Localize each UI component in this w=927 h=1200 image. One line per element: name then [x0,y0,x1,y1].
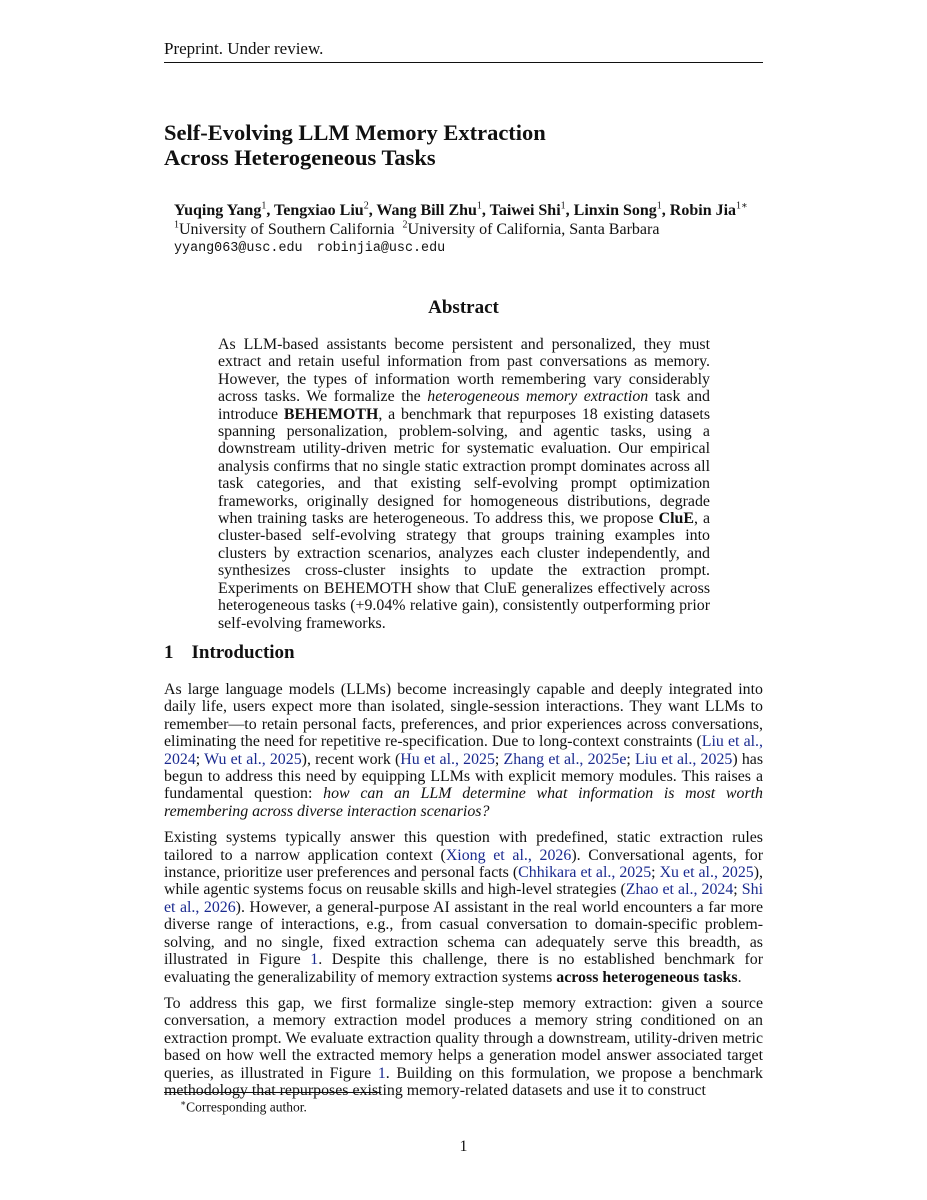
email-list [174,239,774,258]
citation-link[interactable]: Shi et al., 2026 [164,881,763,916]
author-email: yyang063@usc.edu [174,241,303,256]
text-run: ). Conversational agents, for instance, prioritize user preferences and personal facts ( [164,846,764,882]
introduction-body [164,681,763,1108]
author-name: Taiwei Shi [489,202,561,219]
paragraph [164,681,763,820]
author-name: Linxin Song [573,202,657,219]
citation-link[interactable]: Liu et al., 2025 [635,750,733,768]
affiliation-mark: 1∗ [736,200,748,212]
affiliation-mark: 2 [363,200,369,212]
emphasis-text: heterogeneous memory extraction [427,388,649,406]
citation-link[interactable]: Xu et al., 2025 [659,864,754,882]
text-run: task and introduce [218,388,710,423]
author-list: Yuqing Yang$^1$, Tengxiao Liu$^2$, Wang Bill Zhu$^1$, Taiwei Shi$^1$, Linxin Song$^1$, Robin Jia$^{1∗}$ [174,200,748,219]
bold-text: across heterogeneous tasks [556,968,738,986]
running-header: Preprint. Under review. [164,39,324,58]
affiliation-mark: 1 [560,200,566,212]
text-run: , a cluster-based self-evolving strategy that groups training examples into clusters by extraction scenarios, analyzes each cluster independently, and synthesizes cross-cluster insights to update the extraction prompt. Experiments on BEHEMOTH show that CluE generalizes effectively across heterogeneous tasks (+9.04% relative gain), consistently outperforming prior self-evolving frameworks. [218,510,710,632]
text-run: . Building on this formulation, we propose a benchmark methodology that repurposes existing memory-related datasets and use it to construct [164,1064,763,1099]
citation-link[interactable]: Wu et al., 2025 [204,750,302,768]
text-run: As LLM-based assistants become persistent and personalized, they must extract and retain useful information from past conversations as memory. However, the types of information worth remembering vary considerably across tasks. We formalize the [218,336,710,406]
text-run: , a benchmark that repurposes 18 existing datasets spanning personalization, problem-solving, and agentic tasks, using a downstream utility-driven metric for systematic evaluation. Our empirical analysis confirms that no single static extraction prompt dominates across all task categories, and that existing self-evolving prompt optimization frameworks, originally designed for homogeneous distributions, degrade when training tasks are heterogeneous. To address this, we propose [218,405,711,528]
bold-text: CluE [658,510,694,528]
citation-link[interactable]: Liu et al., 2024 [164,733,763,768]
affiliation-mark: 1 [174,219,179,231]
footnote [180,1095,740,1116]
citation-link[interactable]: Zhao et al., 2024 [625,881,734,899]
author-name: Wang Bill Zhu [376,202,477,219]
author-name: Yuqing Yang [174,202,262,219]
abstract-heading: Abstract [428,297,499,318]
text-run: As large language models (LLMs) become increasingly capable and deeply integrated into daily life, users expect more than isolated, single-session interactions. They want LLMs to remember—to retain personal facts, preferences, and prior experiences across conversations, eliminating the need for repetitive re-specification. Due to long-context constraints ( [164,681,763,751]
abstract-body [218,336,710,632]
header-rule [164,62,763,63]
citation-link[interactable]: Chhikara et al., 2025 [518,864,652,882]
paper-title [164,120,764,170]
text-run: ), recent work ( [301,750,401,768]
text-run: ; [195,750,205,768]
author-name: Tengxiao Liu [274,202,364,219]
text-run: ; [626,750,636,768]
page-number: 1 [459,1138,468,1155]
text-run: . [737,968,742,986]
section-number: 1 [164,642,174,663]
citation-link[interactable]: 1 [377,1064,386,1082]
footnote-rule [164,1092,381,1093]
title-line-2: Across Heterogeneous Tasks [164,145,436,170]
citation-link[interactable]: Hu et al., 2025 [400,750,495,768]
text-run: . Despite this challenge, there is no established benchmark for evaluating the generalizability of memory extraction systems [164,951,763,986]
affiliation-mark: 1 [476,200,482,212]
footnote-text: Corresponding author. [186,1099,307,1115]
affiliation-name: University of Southern California [179,221,395,238]
bold-text: BEHEMOTH [283,405,379,423]
title-line-1: Self-Evolving LLM Memory Extraction [164,120,546,145]
citation-link[interactable]: Zhang et al., 2025e [503,750,627,768]
text-run: ), while agentic systems focus on reusable skills and high-level strategies ( [164,864,763,899]
emphasis-text: how can an LLM determine what information is most worth remembering across diverse interaction scenarios? [164,785,763,820]
author-email: robinjia@usc.edu [316,241,446,256]
affiliation-mark: 2 [402,219,408,231]
author-block [174,201,774,258]
text-run: To address this gap, we first formalize single-step memory extraction: given a source conversation, a memory extraction model produces a memory string conditioned on an extraction prompt. We evaluate extraction quality through a downstream, utility-driven metric based on how well the extracted memory helps a generation model answer associated target queries, as illustrated in Figure [164,994,763,1082]
text-run: ) has begun to address this need by equipping LLMs with explicit memory modules. This raises a fundamental question: [164,750,764,803]
paragraph [164,995,763,1099]
author-name: Robin Jia [669,202,737,219]
paragraph [164,829,763,986]
section-title: Introduction [191,642,295,663]
text-run: ; [733,881,742,899]
affiliation-mark: 1 [261,200,267,212]
section-heading [164,641,763,665]
affiliation-name: University of California, Santa Barbara [407,221,660,238]
affiliation-mark: 1 [656,200,662,212]
text-run: Existing systems typically answer this question with predefined, static extraction rules tailored to a narrow application context ( [164,829,763,864]
citation-link[interactable]: Xiong et al., 2026 [445,846,572,864]
citation-link[interactable]: 1 [310,951,319,969]
text-run: ). However, a general-purpose AI assistant in the real world encounters a far more diverse range of interactions, e.g., from casual conversation to domain-specific problem-solving, and no single, fixed extraction schema can adequately serve this breadth, as illustrated in Figure [164,898,764,969]
text-run: ; [494,750,504,768]
footnote-mark: ∗ [180,1098,187,1108]
text-run: ; [651,864,660,882]
affiliation-list [174,220,774,239]
